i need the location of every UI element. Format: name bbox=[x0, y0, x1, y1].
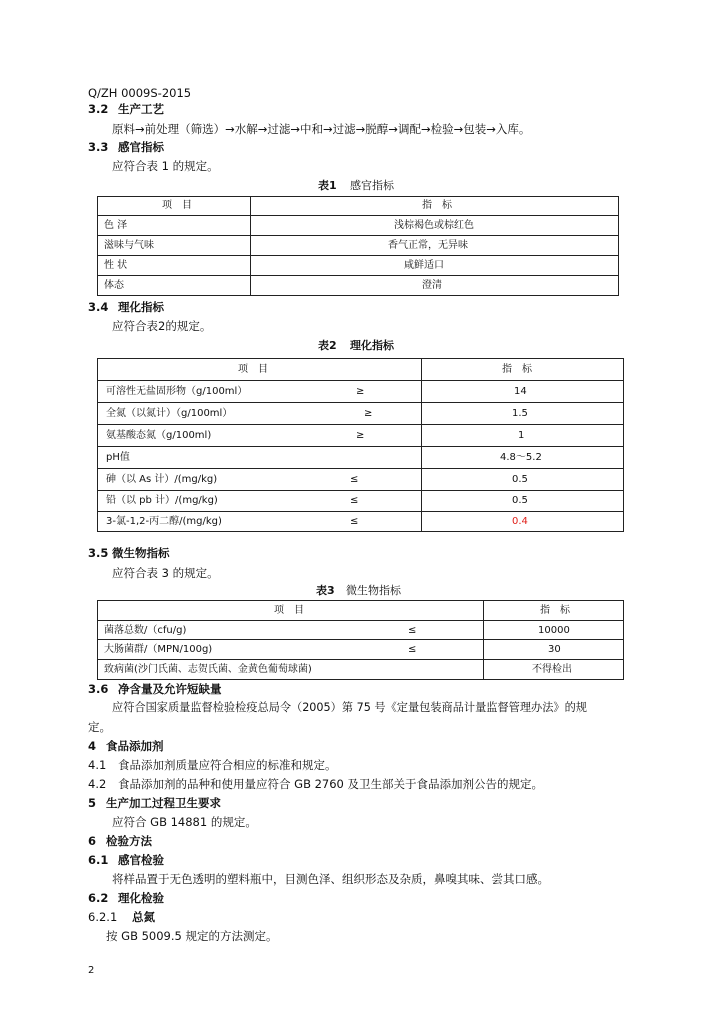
section-3-4-number: 3.4 bbox=[88, 300, 109, 314]
table2-row-value: 0.5 bbox=[512, 495, 528, 506]
table3-row-operator: ≤ bbox=[408, 625, 417, 636]
section-6-2-1-title: 总氮 bbox=[132, 910, 155, 924]
table2-row-item: 全氮（以氮计）（g/100ml） bbox=[106, 408, 233, 419]
table1-column-divider bbox=[250, 197, 251, 295]
table2-column-divider bbox=[421, 359, 422, 531]
table1-row-spec: 咸鲜适口 bbox=[404, 260, 444, 271]
table2-row-item: 可溶性无盐固形物（g/100ml） bbox=[106, 386, 248, 397]
table2-row-item: 氨基酸态氮（g/100ml) bbox=[106, 430, 212, 441]
section-3-5-intro: 应符合表 3 的规定。 bbox=[112, 566, 219, 580]
table3-header-spec: 指 标 bbox=[540, 605, 570, 616]
table1-caption-number: 表1 bbox=[318, 179, 337, 192]
page-number: 2 bbox=[88, 965, 95, 976]
table1-row-item: 滋味与气味 bbox=[104, 240, 154, 251]
section-5-number: 5 bbox=[88, 796, 97, 810]
table2-row-value-highlighted: 0.4 bbox=[512, 516, 528, 527]
table3-row-value: 30 bbox=[548, 644, 561, 655]
section-3-5-title: 微生物指标 bbox=[112, 546, 170, 560]
table1-row-rule bbox=[98, 255, 618, 256]
table2-row-rule bbox=[98, 468, 623, 469]
table2-row-operator: ≥ bbox=[356, 386, 365, 397]
section-3-5-number: 3.5 bbox=[88, 546, 109, 560]
section-6-1-number: 6.1 bbox=[88, 853, 109, 867]
section-4-1-text: 食品添加剂质量应符合相应的标准和规定。 bbox=[118, 758, 337, 772]
table2-header-item: 项 目 bbox=[238, 364, 268, 375]
table1-row-spec: 浅棕褐色或棕红色 bbox=[394, 220, 474, 231]
table2-row-rule bbox=[98, 424, 623, 425]
table2-row-value: 4.8～5.2 bbox=[500, 452, 542, 463]
table2-row-value: 1 bbox=[518, 430, 525, 441]
table2-physicochemical-indicators bbox=[97, 358, 624, 532]
table1-row-rule bbox=[98, 275, 618, 276]
table3-row-operator: ≤ bbox=[408, 644, 417, 655]
section-6-2-1-number: 6.2.1 bbox=[88, 910, 118, 924]
table2-row-operator: ≤ bbox=[350, 474, 359, 485]
table1-row-item: 体态 bbox=[104, 280, 124, 291]
table2-row-item: 砷（以 As 计）/(mg/kg) bbox=[106, 474, 218, 485]
section-4-2-number: 4.2 bbox=[88, 777, 107, 791]
table1-sensory-indicators bbox=[97, 196, 619, 296]
section-6-2-number: 6.2 bbox=[88, 891, 109, 905]
table1-row-item: 色 泽 bbox=[104, 220, 128, 231]
table3-microbiological-indicators bbox=[97, 600, 624, 680]
table1-caption-title: 感官指标 bbox=[350, 179, 394, 192]
table3-header-item: 项 目 bbox=[274, 605, 304, 616]
table3-row-item: 致病菌(沙门氏菌、志贺氏菌、金黄色葡萄球菌) bbox=[104, 664, 312, 675]
table2-row-value: 0.5 bbox=[512, 474, 528, 485]
section-4-2-text: 食品添加剂的品种和使用量应符合 GB 2760 及卫生部关于食品添加剂公告的规定。 bbox=[118, 777, 544, 791]
table2-row-value: 1.5 bbox=[512, 408, 528, 419]
table3-row-value: 10000 bbox=[538, 625, 570, 636]
table2-row-rule bbox=[98, 446, 623, 447]
section-3-3-intro: 应符合表 1 的规定。 bbox=[112, 159, 219, 173]
section-5-text: 应符合 GB 14881 的规定。 bbox=[112, 815, 257, 829]
section-6-2-title: 理化检验 bbox=[118, 891, 164, 905]
table2-row-operator: ≤ bbox=[350, 495, 359, 506]
table3-column-divider bbox=[483, 601, 484, 679]
table1-row-spec: 香气正常，无异味 bbox=[388, 240, 468, 251]
table2-caption-number: 表2 bbox=[318, 339, 337, 352]
section-3-3-title: 感官指标 bbox=[118, 140, 164, 154]
table1-row-item: 性 状 bbox=[104, 260, 128, 271]
table1-row-rule bbox=[98, 235, 618, 236]
table2-row-rule bbox=[98, 490, 623, 491]
table2-row-item: pH值 bbox=[106, 452, 130, 463]
section-3-6-text: 应符合国家质量监督检验检疫总局令（2005）第 75 号《定量包装商品计量监督管理办法》的规 bbox=[112, 701, 587, 714]
section-3-6-number: 3.6 bbox=[88, 682, 109, 696]
section-3-6-text-continued: 定。 bbox=[88, 720, 111, 734]
section-6-1-title: 感官检验 bbox=[118, 853, 164, 867]
table3-row-rule bbox=[98, 659, 623, 660]
table3-row-item: 大肠菌群/（MPN/100g) bbox=[104, 644, 213, 655]
table2-row-item: 铅（以 pb 计）/(mg/kg) bbox=[106, 495, 218, 506]
section-4-number: 4 bbox=[88, 739, 97, 753]
section-3-2-number: 3.2 bbox=[88, 102, 109, 116]
document-code: Q/ZH 0009S-2015 bbox=[88, 86, 192, 100]
section-3-4-intro: 应符合表2的规定。 bbox=[112, 319, 212, 333]
section-3-3-number: 3.3 bbox=[88, 140, 109, 154]
table2-header-rule bbox=[98, 380, 623, 381]
table3-row-value: 不得检出 bbox=[532, 664, 572, 675]
section-6-2-1-text: 按 GB 5009.5 规定的方法测定。 bbox=[106, 929, 278, 943]
section-4-1-number: 4.1 bbox=[88, 758, 107, 772]
table2-row-operator: ≤ bbox=[350, 516, 359, 527]
section-6-number: 6 bbox=[88, 834, 97, 848]
section-3-4-title: 理化指标 bbox=[118, 300, 164, 314]
table2-row-rule bbox=[98, 402, 623, 403]
table3-row-item: 菌落总数/（cfu/g) bbox=[104, 625, 187, 636]
table1-header-item: 项 目 bbox=[162, 200, 192, 211]
table1-row-spec: 澄清 bbox=[422, 280, 442, 291]
section-4-title: 食品添加剂 bbox=[106, 739, 164, 753]
table2-row-value: 14 bbox=[514, 386, 527, 397]
table2-row-operator: ≥ bbox=[364, 408, 373, 419]
table1-header-rule bbox=[98, 215, 618, 216]
process-flow-text: 原料→前处理（筛选）→水解→过滤→中和→过滤→脱醇→调配→检验→包装→入库。 bbox=[112, 122, 531, 136]
table1-header-spec: 指 标 bbox=[422, 200, 452, 211]
section-5-title: 生产加工过程卫生要求 bbox=[106, 796, 221, 810]
section-6-title: 检验方法 bbox=[106, 834, 152, 848]
section-3-2-title: 生产工艺 bbox=[118, 102, 164, 116]
table2-row-rule bbox=[98, 511, 623, 512]
table2-header-spec: 指 标 bbox=[502, 364, 532, 375]
table3-caption-number: 表3 bbox=[316, 584, 335, 597]
table3-caption-title: 微生物指标 bbox=[346, 584, 401, 597]
table2-caption-title: 理化指标 bbox=[350, 339, 394, 352]
section-6-1-text: 将样品置于无色透明的塑料瓶中，目测色泽、组织形态及杂质，鼻嗅其味、尝其口感。 bbox=[112, 872, 549, 886]
section-3-6-title: 净含量及允许短缺量 bbox=[118, 682, 222, 696]
table3-row-rule bbox=[98, 639, 623, 640]
table2-row-item: 3-氯-1,2-丙二醇/(mg/kg) bbox=[106, 516, 222, 527]
table2-row-operator: ≥ bbox=[356, 430, 365, 441]
table3-header-rule bbox=[98, 620, 623, 621]
